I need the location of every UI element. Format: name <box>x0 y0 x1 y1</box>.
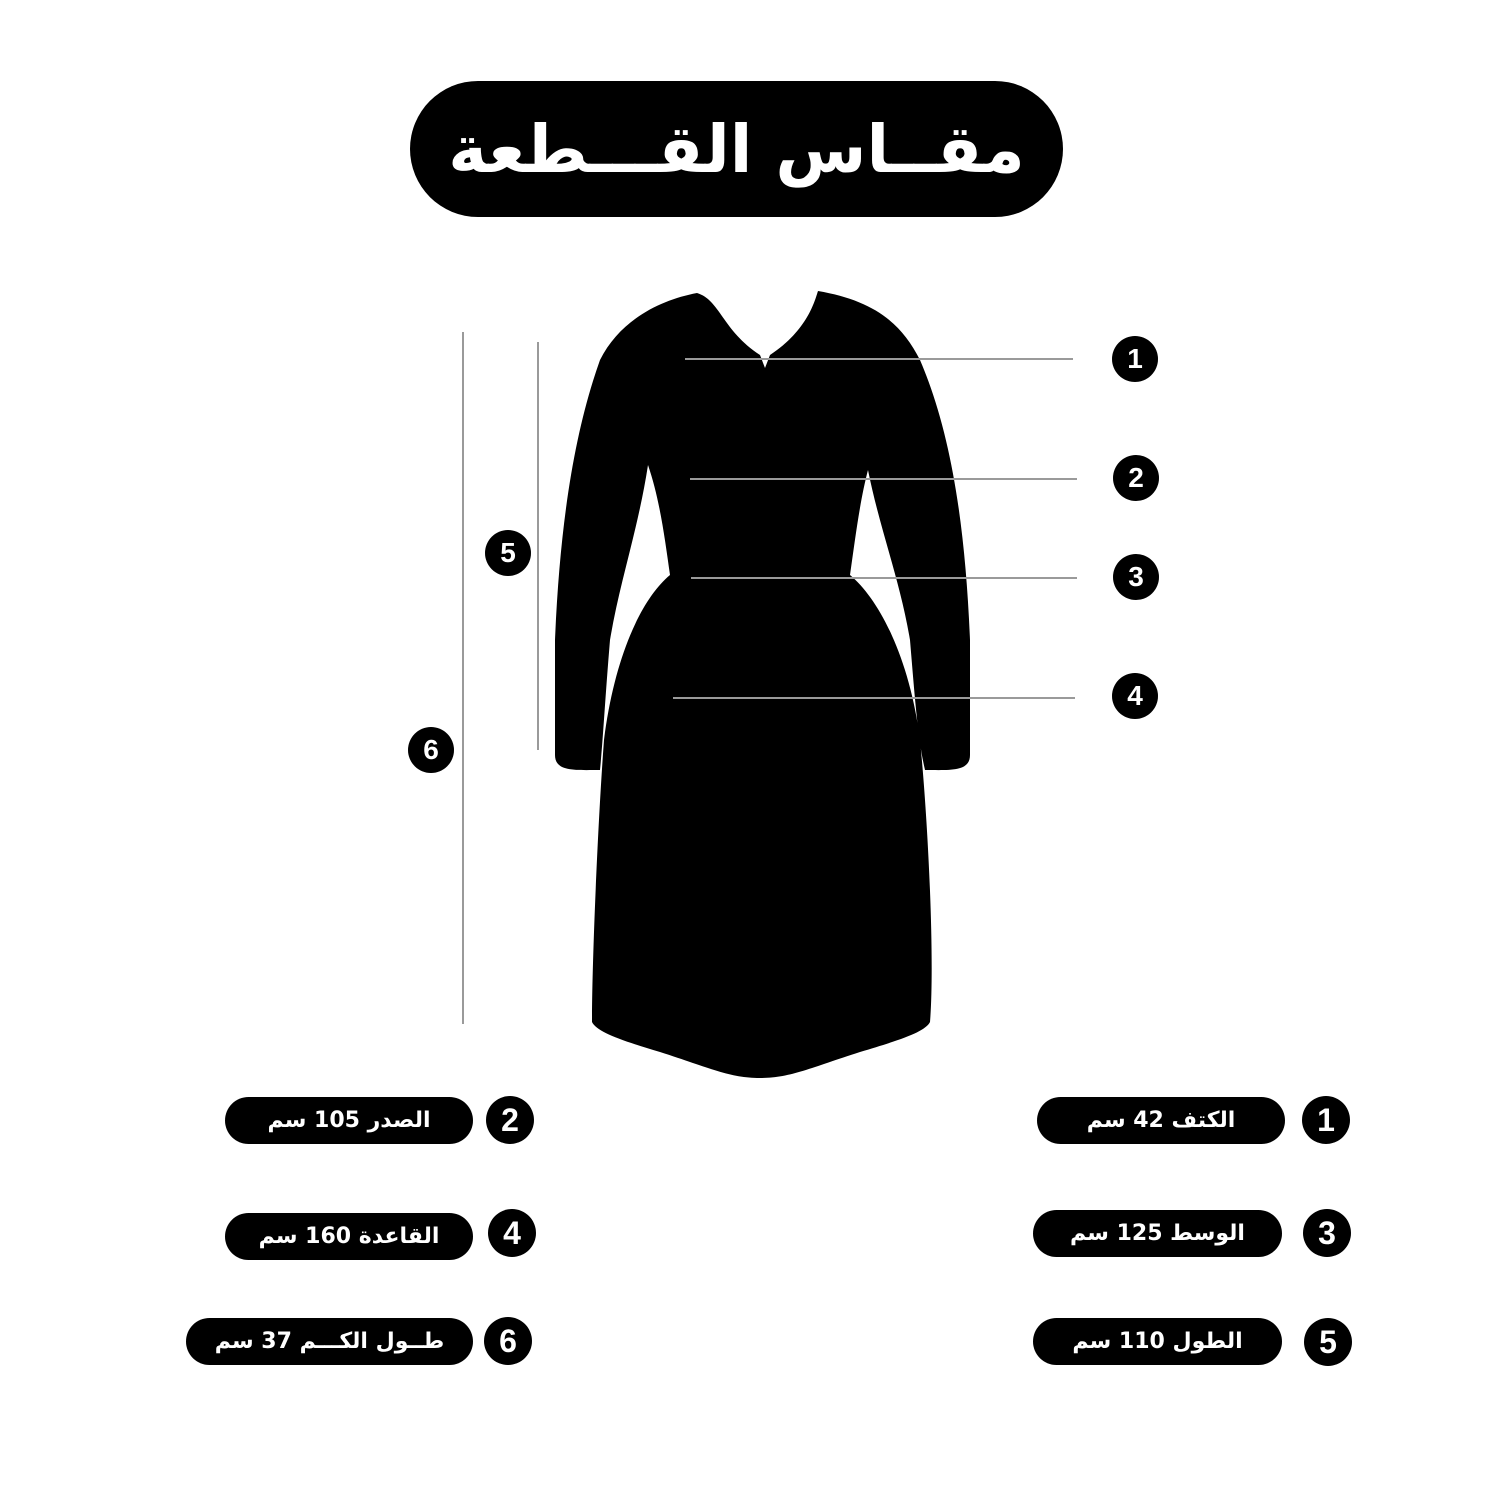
page-title: مقــاس القـــطعة <box>410 81 1063 217</box>
measurement-number-4: 4 <box>488 1209 536 1257</box>
measurement-label-waist: الوسط 125 سم <box>1033 1210 1282 1257</box>
marker-3: 3 <box>1113 554 1159 600</box>
marker-2: 2 <box>1113 455 1159 501</box>
marker-4: 4 <box>1112 673 1158 719</box>
measurement-number-6: 6 <box>484 1317 532 1365</box>
measurement-number-3: 3 <box>1303 1209 1351 1257</box>
marker-1: 1 <box>1112 336 1158 382</box>
measurement-number-1: 1 <box>1302 1096 1350 1144</box>
measurement-label-shoulder: الكتف 42 سم <box>1037 1097 1285 1144</box>
measurement-label-length: الطول 110 سم <box>1033 1318 1282 1365</box>
measurement-number-5: 5 <box>1304 1318 1352 1366</box>
dress-silhouette <box>555 291 970 1078</box>
measurement-label-sleeve: طــول الكـــم 37 سم <box>186 1318 473 1365</box>
measurement-label-chest: الصدر 105 سم <box>225 1097 473 1144</box>
measurement-label-base: القاعدة 160 سم <box>225 1213 473 1260</box>
measurement-number-2: 2 <box>486 1096 534 1144</box>
marker-6: 6 <box>408 727 454 773</box>
marker-5: 5 <box>485 530 531 576</box>
